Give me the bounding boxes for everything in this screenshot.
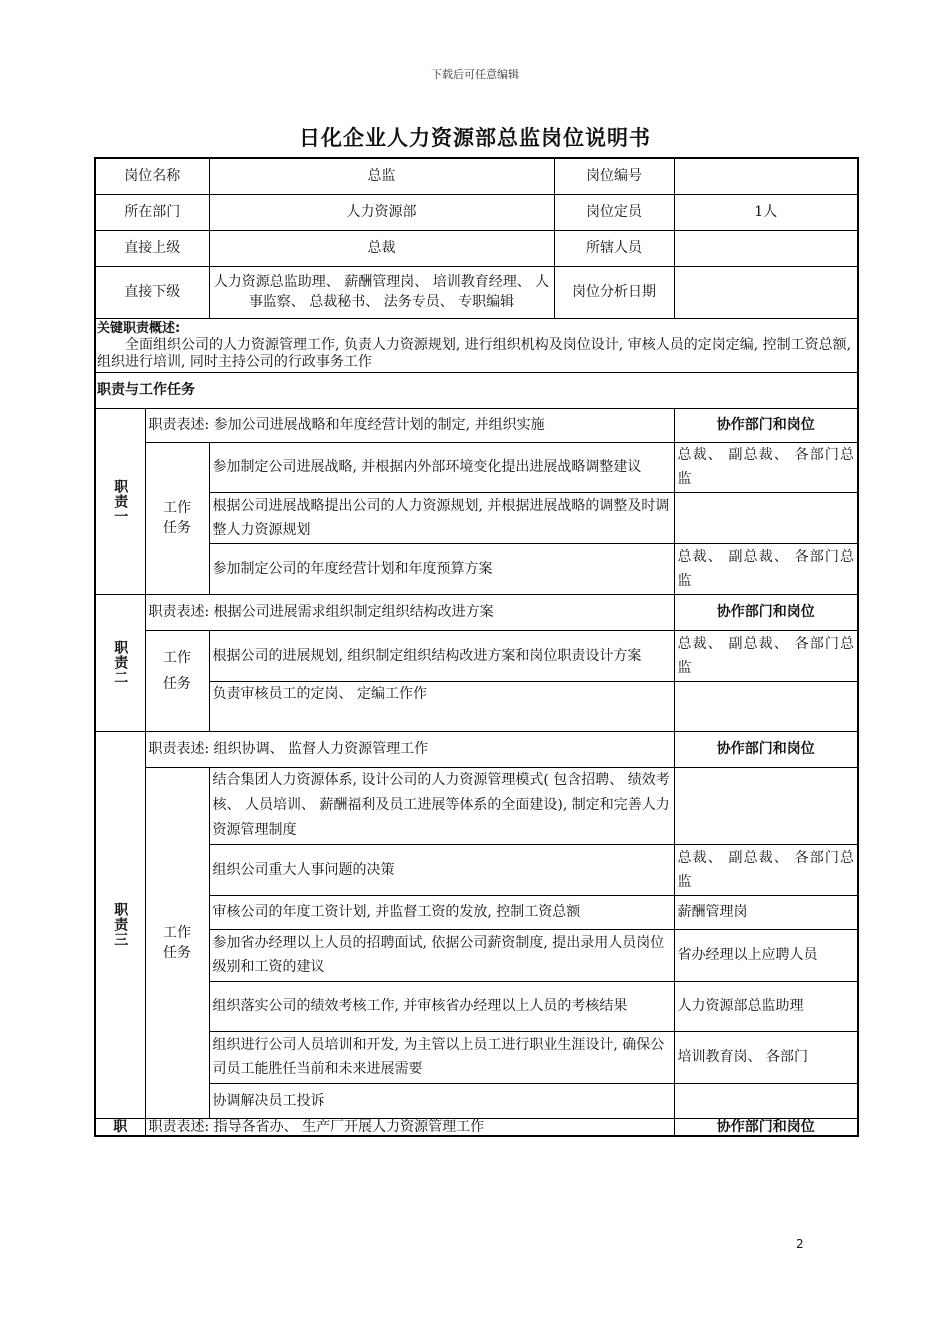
headcount-label: 岗位定员 xyxy=(554,194,674,230)
duty-3-task-5 xyxy=(95,981,858,1031)
duty-1-task-3 xyxy=(95,543,858,594)
analysis-date-value xyxy=(674,266,858,318)
subordinates-label: 直接下级 xyxy=(95,266,209,318)
duty-1-task-2-coop xyxy=(674,492,858,543)
info-row-2 xyxy=(95,194,858,230)
duty-3-task-3-coop: 薪酬管理岗 xyxy=(674,895,858,929)
duty-3-task-6-coop: 培训教育岗、 各部门 xyxy=(674,1031,858,1083)
superior-label: 直接上级 xyxy=(95,230,209,266)
superior-value: 总裁 xyxy=(209,230,554,266)
position-name-label: 岗位名称 xyxy=(95,158,209,194)
duty-2-desc-row xyxy=(95,594,858,630)
duty-1-desc-row xyxy=(95,408,858,442)
info-row-1 xyxy=(95,158,858,194)
duty-1-task-1-text: 参加制定公司进展战略, 并根据内外部环境变化提出进展战略调整建议 xyxy=(209,442,674,492)
department-label: 所在部门 xyxy=(95,194,209,230)
summary-text: 全面组织公司的人力资源管理工作, 负责人力资源规划, 进行组织机构及岗位设计, 审核人员的定岗定编, 控制工资总额, 组织进行培训, 同时主持公司的行政事务工作 xyxy=(97,336,852,370)
duty-1-task-1-coop: 总裁、 副总裁、 各部门总监 xyxy=(674,442,858,492)
duty-2-label: 职责二 xyxy=(112,640,129,685)
duty-2-label-cell xyxy=(95,594,145,731)
duty-1-task-label: 工作任务 xyxy=(163,500,191,536)
duty-3-task-4-coop: 省办经理以上应聘人员 xyxy=(674,929,858,981)
duty-3-task-label: 工作任务 xyxy=(163,924,191,961)
duty-3-desc-row xyxy=(95,731,858,767)
duty-2-task-1-text: 根据公司的进展规划, 组织制定组织结构改进方案和岗位职责设计方案 xyxy=(209,630,674,681)
subordinates-count-label: 所辖人员 xyxy=(554,230,674,266)
duty-2-task-label: 工作任务 xyxy=(163,649,191,692)
headcount-value: 1人 xyxy=(674,194,858,230)
duty-2-task-1-coop: 总裁、 副总裁、 各部门总监 xyxy=(674,630,858,681)
page-number: 2 xyxy=(796,1237,804,1251)
summary-row xyxy=(95,318,858,372)
duty-3-task-2 xyxy=(95,844,858,895)
duty-2-desc: 职责表述: 根据公司进展需求组织制定组织结构改进方案 xyxy=(145,594,674,630)
department-value: 人力资源部 xyxy=(209,194,554,230)
duty-3-task-4-text: 参加省办经理以上人员的招聘面试, 依据公司薪资制度, 提出录用人员岗位级别和工资的建议 xyxy=(209,929,674,981)
duty-3-task-3-text: 审核公司的年度工资计划, 并监督工资的发放, 控制工资总额 xyxy=(209,895,674,929)
job-description-table xyxy=(94,157,859,1137)
position-code-value xyxy=(674,158,858,194)
duty-3-task-7-text: 协调解决员工投诉 xyxy=(209,1083,674,1118)
duty-2-task-2-text: 负责审核员工的定岗、 定编工作作 xyxy=(209,681,674,731)
duty-3-task-7 xyxy=(95,1083,858,1118)
duty-3-task-5-coop: 人力资源部总监助理 xyxy=(674,981,858,1031)
duty-3-task-4 xyxy=(95,929,858,981)
duty-2-task-1 xyxy=(95,630,858,681)
duty-3-task-7-coop xyxy=(674,1083,858,1118)
duty-1-task-2 xyxy=(95,492,858,543)
duty-1-task-1 xyxy=(95,442,858,492)
duty-1-task-2-text: 根据公司进展战略提出公司的人力资源规划, 并根据进展战略的调整及时调整人力资源规划 xyxy=(209,492,674,543)
duty-3-task-5-text: 组织落实公司的绩效考核工作, 并审核省办经理以上人员的考核结果 xyxy=(209,981,674,1031)
duty-1-coop-header: 协作部门和岗位 xyxy=(674,408,858,442)
duty-3-task-6-text: 组织进行公司人员培训和开发, 为主管以上员工进行职业生涯设计, 确保公司员工能胜任当前和未来进展需要 xyxy=(209,1031,674,1083)
duty-1-task-3-text: 参加制定公司的年度经营计划和年度预算方案 xyxy=(209,543,674,594)
info-row-3 xyxy=(95,230,858,266)
duty-3-label-cell xyxy=(95,731,145,1118)
duty-3-task-6 xyxy=(95,1031,858,1083)
duties-heading: 职责与工作任务 xyxy=(95,372,858,408)
duty-1-label: 职责一 xyxy=(112,478,129,524)
duty-3-task-3 xyxy=(95,895,858,929)
duty-1-label-cell xyxy=(95,408,145,594)
subordinates-count-value xyxy=(674,230,858,266)
duty-4-label: 职 xyxy=(95,1118,145,1136)
duty-2-task-label-cell xyxy=(145,630,209,731)
summary-cell xyxy=(95,318,858,372)
duty-3-task-2-text: 组织公司重大人事问题的决策 xyxy=(209,844,674,895)
duty-4-coop-header: 协作部门和岗位 xyxy=(674,1118,858,1136)
duty-3-task-1-coop xyxy=(674,767,858,844)
duty-3-task-1-text: 结合集团人力资源体系, 设计公司的人力资源管理模式( 包含招聘、 绩效考核、 人员培训、 薪酬福利及员工进展等体系的全面建设), 制定和完善人力资源管理制度 xyxy=(209,767,674,844)
subordinates-value: 人力资源总监助理、 薪酬管理岗、 培训教育经理、 人事监察、 总裁秘书、 法务专员、 专职编辑 xyxy=(209,266,554,318)
duty-4-desc-row xyxy=(95,1118,858,1136)
position-code-label: 岗位编号 xyxy=(554,158,674,194)
duty-3-desc: 职责表述: 组织协调、 监督人力资源管理工作 xyxy=(145,731,674,767)
duty-4-desc: 职责表述: 指导各省办、 生产厂开展人力资源管理工作 xyxy=(145,1118,674,1136)
info-row-4 xyxy=(95,266,858,318)
summary-heading: 关键职责概述: xyxy=(97,320,181,336)
duty-2-task-2 xyxy=(95,681,858,731)
duties-heading-row xyxy=(95,372,858,408)
duty-1-task-label-cell xyxy=(145,442,209,594)
duty-2-coop-header: 协作部门和岗位 xyxy=(674,594,858,630)
duty-3-coop-header: 协作部门和岗位 xyxy=(674,731,858,767)
page-title: 日化企业人力资源部总监岗位说明书 xyxy=(299,126,651,150)
header-note: 下载后可任意编辑 xyxy=(431,68,519,81)
duty-3-label: 职责三 xyxy=(112,902,129,947)
duty-3-task-2-coop: 总裁、 副总裁、 各部门总监 xyxy=(674,844,858,895)
analysis-date-label: 岗位分析日期 xyxy=(554,266,674,318)
duty-2-task-2-coop xyxy=(674,681,858,731)
duty-1-task-3-coop: 总裁、 副总裁、 各部门总监 xyxy=(674,543,858,594)
position-name-value: 总监 xyxy=(209,158,554,194)
duty-3-task-label-cell xyxy=(145,767,209,1118)
duty-1-desc: 职责表述: 参加公司进展战略和年度经营计划的制定, 并组织实施 xyxy=(145,408,674,442)
duty-3-task-1 xyxy=(95,767,858,844)
